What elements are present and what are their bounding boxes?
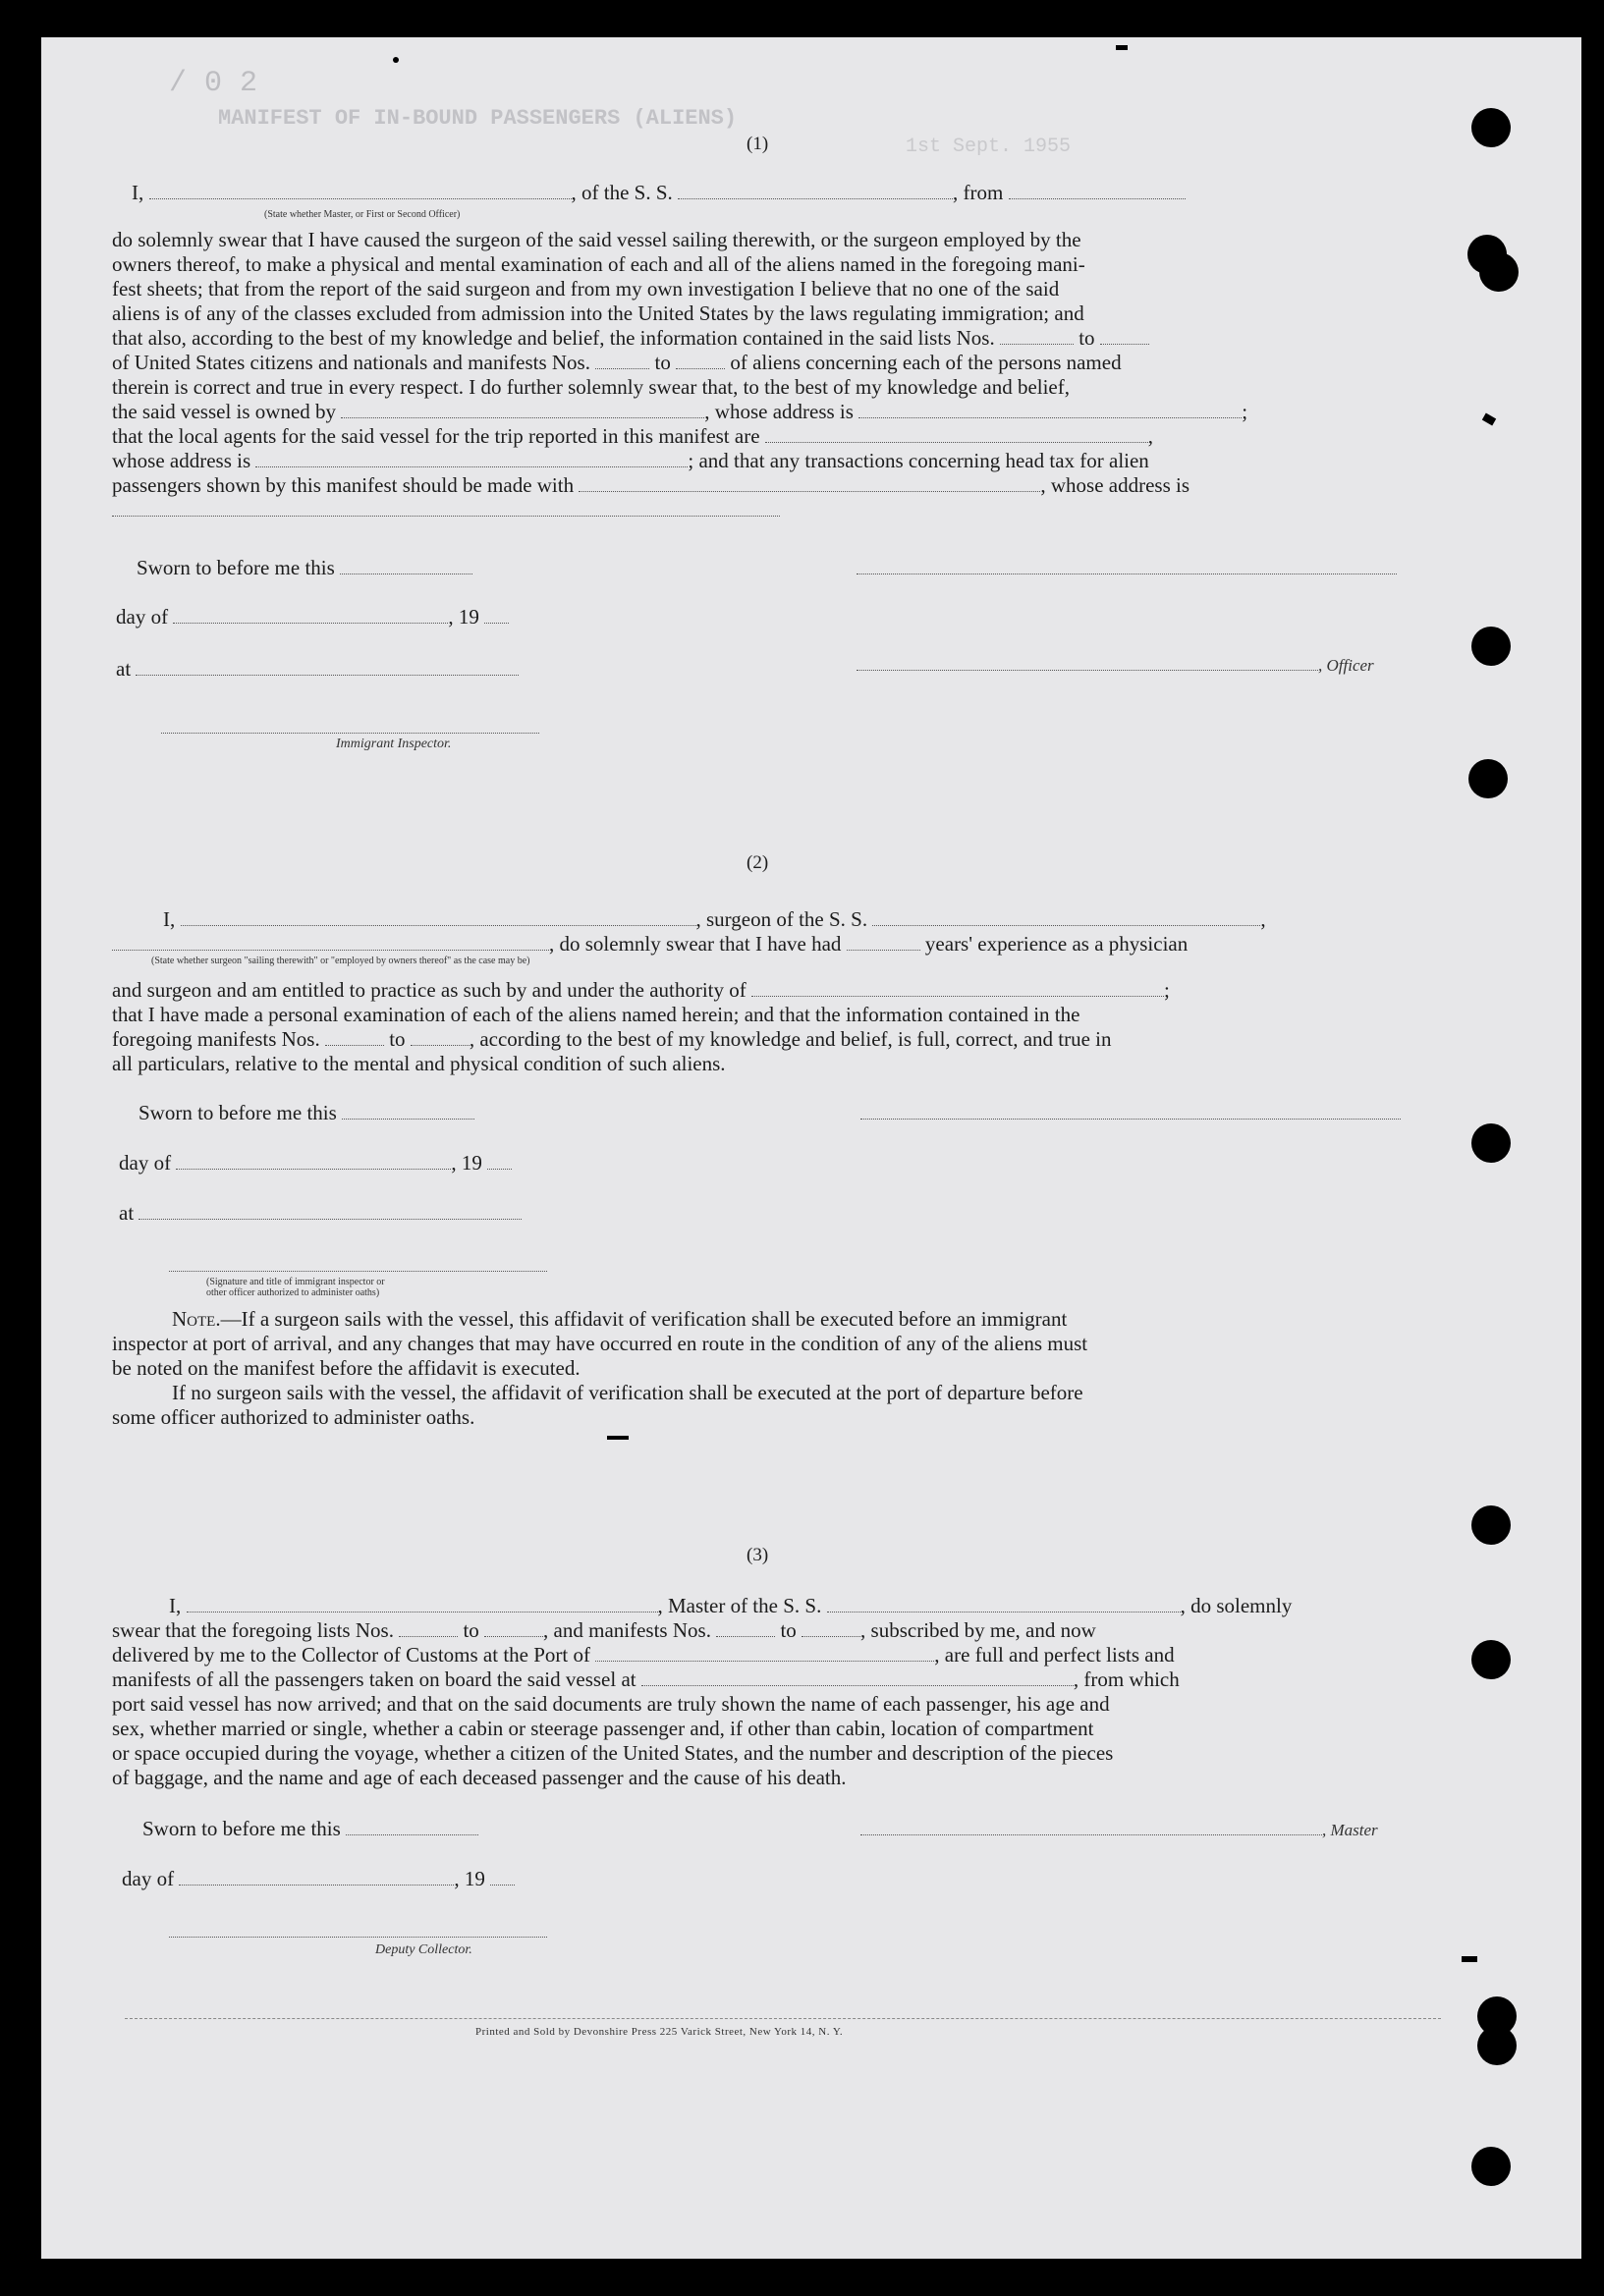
text: to	[780, 1618, 797, 1642]
section-1-para-line	[112, 473, 1189, 498]
text: , 19	[448, 605, 479, 629]
punch-hole	[1471, 627, 1511, 666]
ink-mark	[1116, 45, 1128, 50]
text: to	[1079, 326, 1095, 350]
owner-address-field[interactable]	[858, 417, 1242, 418]
bleed-through-handwriting: / 0 2	[169, 67, 258, 100]
section-1-number: (1)	[747, 134, 769, 154]
text: delivered by me to the Collector of Customs at the Port of	[112, 1643, 590, 1667]
ink-mark	[607, 1436, 629, 1440]
officer-signature-line[interactable]	[857, 556, 1397, 580]
note-line	[172, 1307, 1067, 1332]
manifests-from-field[interactable]	[595, 368, 649, 369]
text: , are full and perfect lists and	[934, 1643, 1175, 1667]
section-3-para-line: sex, whether married or single, whether a cabin or steerage passenger and, if other than cabin, location of compartment	[112, 1717, 1094, 1740]
section-1-para-line	[112, 449, 1149, 473]
section-1-address-line	[112, 498, 780, 522]
section-3-line-2	[112, 1618, 1096, 1643]
lists-from-field[interactable]	[1000, 344, 1074, 345]
sig-note-2: other officer authorized to administer oaths)	[206, 1287, 380, 1298]
text: years' experience as a physician	[924, 932, 1189, 956]
s2-manifests-from-field[interactable]	[325, 1045, 384, 1046]
text: at	[116, 657, 132, 681]
text: Sworn to before me this	[137, 556, 335, 579]
text: , whose address is	[704, 400, 854, 423]
ink-mark	[1462, 1956, 1477, 1962]
section-3-line-1	[169, 1594, 1292, 1618]
note-line: inspector at port of arrival, and any changes that may have occurred en route in the condition of any of the aliens must	[112, 1332, 1088, 1355]
section-3-para-line: port said vessel has now arrived; and that on the said documents are truly shown the name of each passenger, his age and	[112, 1692, 1110, 1716]
text: foregoing manifests Nos.	[112, 1027, 320, 1051]
text: , whose address is	[1040, 473, 1190, 497]
text: and surgeon and am entitled to practice as such by and under the authority of	[112, 978, 747, 1002]
master-note: (State whether Master, or First or Second Officer)	[264, 209, 461, 220]
text: , subscribed by me, and now	[860, 1618, 1096, 1642]
section-2-number: (2)	[747, 852, 769, 873]
note-label: Note.	[172, 1307, 221, 1331]
section-1-para-line: aliens is of any of the classes excluded from admission into the United States by the laws regulating immigration; and	[112, 301, 1084, 325]
bleed-through-title: MANIFEST OF IN-BOUND PASSENGERS (ALIENS)	[218, 106, 738, 131]
s3-embark-port-field[interactable]	[641, 1685, 1074, 1686]
collector-signature-line[interactable]	[169, 1919, 547, 1943]
text: that the local agents for the said vessel for the trip reported in this manifest are	[112, 424, 760, 448]
text: of aliens concerning each of the persons named	[730, 351, 1122, 374]
text: manifests of all the passengers taken on board the said vessel at	[112, 1667, 636, 1691]
officer-label: , Officer	[1318, 656, 1374, 675]
section-3-line-3	[112, 1643, 1175, 1667]
text: to	[654, 351, 671, 374]
text: , according to the best of my knowledge and belief, is full, correct, and true in	[469, 1027, 1112, 1051]
bleed-through-date: 1st Sept. 1955	[906, 136, 1072, 158]
punch-hole	[1479, 252, 1519, 292]
text: , do solemnly	[1180, 1594, 1293, 1617]
month-field[interactable]	[173, 623, 448, 624]
head-tax-agent-field[interactable]	[579, 491, 1040, 492]
s2-month-field[interactable]	[176, 1169, 451, 1170]
text: , surgeon of the S. S.	[695, 907, 868, 931]
section-1-line-i	[132, 181, 1186, 205]
master-name-field[interactable]	[149, 198, 572, 199]
section-1-sworn	[137, 556, 472, 580]
text: I,	[163, 907, 176, 931]
text: , 19	[454, 1867, 485, 1890]
text: that also, according to the best of my knowledge and belief, the information contained in the said lists Nos.	[112, 326, 995, 350]
section-3-para-line: or space occupied during the voyage, whether a citizen of the United States, and the number and description of the pieces	[112, 1741, 1114, 1765]
text: ;	[1164, 978, 1170, 1002]
punch-hole	[1471, 108, 1511, 147]
punch-hole	[1477, 2026, 1517, 2065]
text: ,	[1147, 424, 1154, 448]
section-3-para-line: of baggage, and the name and age of each deceased passenger and the cause of his death.	[112, 1766, 847, 1789]
text: swear that the foregoing lists Nos.	[112, 1618, 394, 1642]
section-3-number: (3)	[747, 1545, 769, 1565]
authority-field[interactable]	[751, 996, 1164, 997]
text: the said vessel is owned by	[112, 400, 337, 423]
s3-manifests-from-field[interactable]	[716, 1636, 775, 1637]
surgeon-name-field[interactable]	[181, 925, 696, 926]
agents-field[interactable]	[765, 442, 1148, 443]
sig-note-1: (Signature and title of immigrant inspector or	[206, 1277, 385, 1287]
text: , and manifests Nos.	[543, 1618, 711, 1642]
section-1-at	[116, 657, 519, 682]
s3-ship-field[interactable]	[827, 1612, 1181, 1613]
head-tax-address-field[interactable]	[112, 516, 780, 517]
punch-hole	[1471, 2147, 1511, 2186]
text: to	[389, 1027, 406, 1051]
agents-address-field[interactable]	[255, 466, 688, 467]
s2-sworn-day-field[interactable]	[342, 1119, 474, 1120]
text: , do solemnly swear that I have had	[549, 932, 842, 956]
printer-credit: Printed and Sold by Devonshire Press 225 Varick Street, New York 14, N. Y.	[475, 2026, 844, 2038]
s3-month-field[interactable]	[179, 1885, 454, 1886]
surgeon-ship-field[interactable]	[872, 925, 1260, 926]
text: day of	[116, 605, 169, 629]
section-3-day-of	[122, 1867, 515, 1891]
immigrant-inspector-label: Immigrant Inspector.	[336, 737, 452, 751]
s2-year-field[interactable]	[487, 1169, 512, 1170]
section-2-day-of	[119, 1151, 512, 1175]
section-2-sworn	[138, 1101, 474, 1125]
surgeon-note: (State whether surgeon "sailing therewith" or "employed by owners thereof" as the case may be)	[151, 956, 530, 966]
section-1-day-of	[116, 605, 509, 629]
section-2-line-4: that I have made a personal examination of each of the aliens named herein; and that the information contained in the	[112, 1003, 1080, 1026]
punch-hole	[1468, 759, 1508, 798]
text: , of the S. S.	[571, 181, 673, 204]
text: , from which	[1073, 1667, 1180, 1691]
text: to	[463, 1618, 479, 1642]
section-1-para-line: do solemnly swear that I have caused the surgeon of the said vessel sailing therewith, or the surgeon employed by the	[112, 228, 1081, 251]
section-1-para-line: fest sheets; that from the report of the said surgeon and from my own investigation I believe that no one of the said	[112, 277, 1060, 301]
text: passengers shown by this manifest should be made with	[112, 473, 575, 497]
s2-inspector-signature-line[interactable]	[169, 1253, 547, 1278]
ink-mark	[1482, 413, 1496, 426]
master-label: , Master	[1322, 1821, 1378, 1839]
from-port-field[interactable]	[1009, 198, 1186, 199]
section-1-para-line: therein is correct and true in every respect. I do further solemnly swear that, to the best of my knowledge and belief,	[112, 375, 1070, 399]
surgeon-type-field[interactable]	[112, 950, 549, 951]
section-1-para-line	[112, 326, 1149, 351]
note-line: If no surgeon sails with the vessel, the affidavit of verification shall be executed at the port of departure before	[172, 1381, 1083, 1404]
text: ; and that any transactions concerning head tax for alien	[688, 449, 1149, 472]
officer-title-field[interactable]	[857, 670, 1318, 671]
years-field[interactable]	[847, 950, 920, 951]
text: , from	[953, 181, 1004, 204]
deputy-collector-label: Deputy Collector.	[375, 1942, 472, 1957]
place-field[interactable]	[136, 675, 519, 676]
s2-signature-line[interactable]	[860, 1101, 1401, 1125]
text: Sworn to before me this	[142, 1817, 341, 1840]
text: —If a surgeon sails with the vessel, this affidavit of verification shall be executed before an immigrant	[220, 1307, 1068, 1331]
owner-field[interactable]	[341, 417, 704, 418]
manifests-to-field[interactable]	[676, 368, 725, 369]
s3-year-field[interactable]	[490, 1885, 515, 1886]
section-2-at	[119, 1201, 522, 1226]
section-2-line-5	[112, 1027, 1112, 1052]
s2-manifests-to-field[interactable]	[411, 1045, 470, 1046]
lists-to-field[interactable]	[1100, 344, 1149, 345]
punch-hole	[1471, 1123, 1511, 1163]
section-1-para-line	[112, 424, 1153, 449]
s3-lists-from-field[interactable]	[399, 1636, 458, 1637]
section-1-para-line: owners thereof, to make a physical and mental examination of each and all of the aliens named in the foregoing mani-	[112, 252, 1085, 276]
s3-lists-to-field[interactable]	[484, 1636, 543, 1637]
section-2-line-i	[163, 907, 1266, 932]
s3-master-name-field[interactable]	[187, 1612, 658, 1613]
section-2-line-6: all particulars, relative to the mental and physical condition of such aliens.	[112, 1052, 726, 1075]
section-1-para-line	[112, 351, 1122, 375]
ship-name-field[interactable]	[678, 198, 953, 199]
punch-hole	[1471, 1640, 1511, 1679]
section-1-para-line	[112, 400, 1247, 424]
form-page	[41, 37, 1581, 2259]
s2-place-field[interactable]	[138, 1219, 522, 1220]
text: day of	[119, 1151, 172, 1175]
s3-port-field[interactable]	[595, 1661, 934, 1662]
section-3-line-4	[112, 1667, 1180, 1692]
section-2-line-2	[112, 932, 1188, 957]
year-field[interactable]	[484, 623, 509, 624]
punch-hole	[1471, 1505, 1511, 1545]
text: whose address is	[112, 449, 251, 472]
footer-rule	[125, 2018, 1441, 2019]
text: Sworn to before me this	[138, 1101, 337, 1124]
text: , 19	[451, 1151, 482, 1175]
text: at	[119, 1201, 135, 1225]
text: ;	[1242, 400, 1248, 423]
section-3-master-sign	[860, 1817, 1378, 1842]
note-line: be noted on the manifest before the affidavit is executed.	[112, 1356, 581, 1380]
text: I,	[169, 1594, 182, 1617]
section-3-sworn	[142, 1817, 478, 1841]
section-1-officer	[857, 652, 1374, 678]
section-2-line-3	[112, 978, 1170, 1003]
text: I,	[132, 181, 144, 204]
ink-mark	[393, 57, 399, 63]
master-signature-field[interactable]	[860, 1834, 1322, 1835]
s3-sworn-day-field[interactable]	[346, 1834, 478, 1835]
text: day of	[122, 1867, 175, 1890]
text: ,	[1260, 907, 1266, 931]
note-line: some officer authorized to administer oaths.	[112, 1405, 475, 1429]
text: of United States citizens and nationals and manifests Nos.	[112, 351, 590, 374]
s3-manifests-to-field[interactable]	[802, 1636, 860, 1637]
text: , Master of the S. S.	[657, 1594, 822, 1617]
